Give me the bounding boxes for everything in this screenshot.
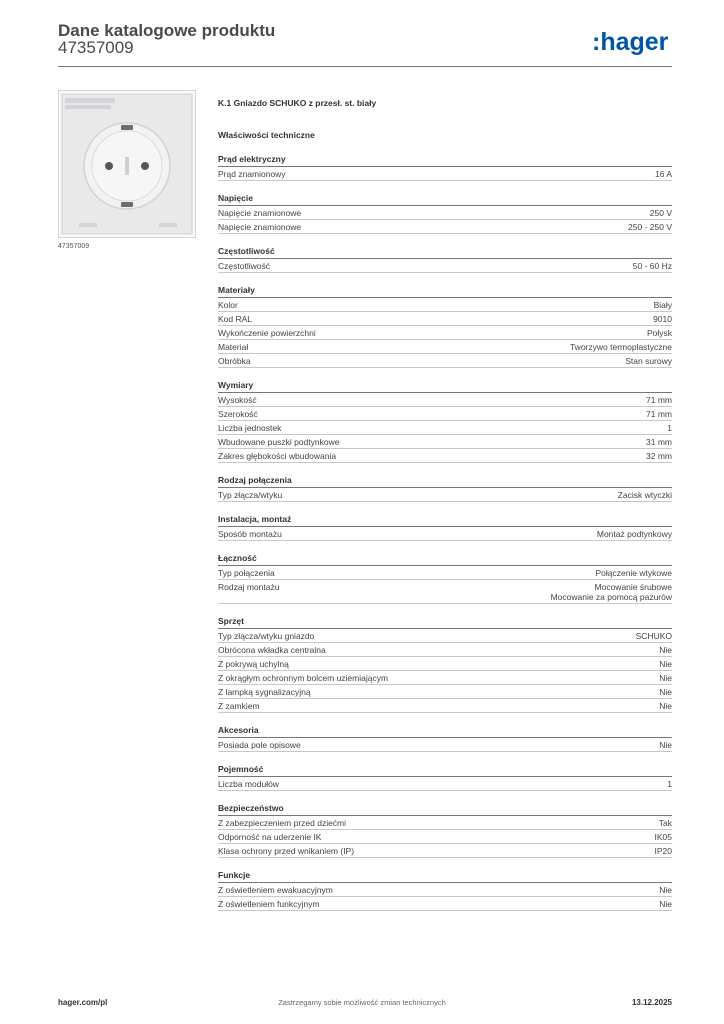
spec-row [218,393,672,407]
image-caption: 47357009 [58,243,90,250]
spec-value [659,673,672,683]
section-title: Właściwości techniczne [218,130,315,140]
spec-row [218,777,672,791]
spec-label: Z okrągłym ochronnym bolcem uziemiającym [218,673,389,683]
spec-row [218,206,672,220]
spec-row [218,830,672,844]
spec-value-line: Nie [659,899,672,909]
spec-value [646,409,672,419]
spec-value-line: 31 mm [646,437,672,447]
spec-value [667,779,672,789]
spec-label: Rodzaj montażu [218,582,280,592]
footer-date: 13.12.2025 [631,998,672,1007]
spec-value [625,356,672,366]
hager-logo [592,28,674,56]
group-title: Pojemność [218,763,672,777]
spec-group [218,724,672,752]
spec-group [218,552,672,604]
spec-label: Wysokość [218,395,257,405]
group-title: Wymiary [218,379,672,393]
spec-label: Typ złącza/wtyku [218,490,283,500]
spec-value [659,701,672,711]
spec-label: Z zabezpieczeniem przed dziećmi [218,818,347,828]
spec-value-line: IP20 [654,846,672,856]
spec-label: Liczba jednostek [218,423,282,433]
spec-value [647,328,672,338]
spec-label: Typ połączenia [218,568,275,578]
spec-row [218,738,672,752]
group-title: Prąd elektryczny [218,153,672,167]
spec-row [218,488,672,502]
spec-value-line: Nie [659,701,672,711]
spec-label: Szerokość [218,409,258,419]
spec-group [218,245,672,273]
spec-value [646,451,672,461]
spec-label: Sposób montażu [218,529,282,539]
spec-value [633,261,672,271]
spec-label: Typ złącza/wtyku gniazdo [218,631,315,641]
product-title: K.1 Gniazdo SCHUKO z przesł. st. biały [218,98,377,108]
group-title: Częstotliwość [218,245,672,259]
spec-content [218,96,672,922]
spec-label: Materiał [218,342,249,352]
header-divider [58,66,672,67]
spec-value [628,222,672,232]
spec-value-line: Zacisk wtyczki [617,490,672,500]
spec-label: Napięcie znamionowe [218,222,302,232]
spec-row [218,699,672,713]
spec-value-line: 9010 [653,314,672,324]
spec-value [654,300,672,310]
spec-value [667,423,672,433]
product-image [58,90,196,238]
hager-logo-text: :hager [592,28,669,56]
spec-group [218,802,672,858]
spec-row [218,643,672,657]
spec-value-line: Tworzywo termoplastyczne [569,342,672,352]
spec-row [218,326,672,340]
group-title: Bezpieczeństwo [218,802,672,816]
spec-value [659,885,672,895]
spec-value-line: 50 - 60 Hz [632,261,672,271]
spec-row [218,580,672,604]
spec-label: Kolor [218,300,238,310]
spec-row [218,259,672,273]
spec-group [218,379,672,463]
spec-value-line: 250 V [649,208,672,218]
schuko-socket-icon [59,91,195,237]
group-title: Funkcje [218,869,672,883]
spec-value-line: Stan surowy [625,356,672,366]
spec-group [218,192,672,234]
spec-value [659,645,672,655]
spec-label: Kod RAL [218,314,253,324]
footer-website[interactable]: hager.com/pl [58,998,108,1007]
spec-row [218,354,672,368]
spec-row [218,421,672,435]
spec-label: Z pokrywą uchylną [218,659,289,669]
spec-label: Z zamkiem [218,701,260,711]
spec-row [218,816,672,830]
spec-label: Posiada pole opisowe [218,740,301,750]
spec-row [218,844,672,858]
spec-groups [218,153,672,911]
spec-group [218,763,672,791]
spec-value [636,631,672,641]
spec-value [659,899,672,909]
spec-label: Z lampką sygnalizacyjną [218,687,311,697]
spec-row [218,671,672,685]
group-title: Rodzaj połączenia [218,474,672,488]
spec-row [218,340,672,354]
spec-label: Obrócona wkładka centralna [218,645,326,655]
group-title: Materiały [218,284,672,298]
group-title: Sprzęt [218,615,672,629]
spec-row [218,566,672,580]
spec-value [595,568,672,578]
spec-value-line: 71 mm [646,395,672,405]
spec-value-line: 1 [667,779,672,789]
spec-group [218,474,672,502]
spec-value-line: Mocowanie śrubowe [594,582,672,592]
spec-value [659,740,672,750]
spec-row [218,527,672,541]
spec-value-line: Nie [659,659,672,669]
spec-value-line: 1 [667,423,672,433]
spec-label: Częstotliwość [218,261,270,271]
spec-value-line: Nie [659,885,672,895]
spec-value-line: Tak [658,818,672,828]
product-code: 47357009 [58,38,134,57]
spec-value-line: Nie [659,740,672,750]
spec-label: Odporność na uderzenie IK [218,832,322,842]
spec-row [218,435,672,449]
spec-row [218,685,672,699]
spec-value [646,437,672,447]
spec-value-line: 71 mm [646,409,672,419]
spec-value [618,490,672,500]
spec-label: Wbudowane puszki podtynkowe [218,437,340,447]
spec-value [659,659,672,669]
spec-label: Prąd znamionowy [218,169,286,179]
spec-label: Z oświetleniem ewakuacyjnym [218,885,333,895]
spec-label: Liczba modułów [218,779,279,789]
spec-value-line: Połączenie wtykowe [595,568,672,578]
spec-group [218,153,672,181]
spec-row [218,897,672,911]
spec-label: Obróbka [218,356,251,366]
spec-row [218,449,672,463]
spec-group [218,615,672,713]
spec-row [218,298,672,312]
spec-value-line: Nie [659,687,672,697]
spec-value [655,832,673,842]
spec-value [570,342,672,352]
spec-value [650,208,672,218]
spec-group [218,869,672,911]
group-title: Akcesoria [218,724,672,738]
spec-value [659,818,672,828]
spec-row [218,657,672,671]
spec-value [655,169,672,179]
spec-row [218,312,672,326]
spec-value-line: Montaż podtynkowy [596,529,672,539]
spec-row [218,220,672,234]
spec-label: Klasa ochrony przed wnikaniem (IP) [218,846,355,856]
spec-value-line: Połysk [646,328,672,338]
spec-value [646,395,672,405]
spec-row [218,407,672,421]
spec-value-line: Nie [659,673,672,683]
spec-value [597,529,672,539]
spec-label: Napięcie znamionowe [218,208,302,218]
spec-row [218,629,672,643]
group-title: Łączność [218,552,672,566]
spec-label: Wykończenie powierzchni [218,328,316,338]
spec-value-line: 32 mm [646,451,672,461]
spec-value-line: Mocowanie za pomocą pazurów [550,592,672,602]
spec-value-line: SCHUKO [635,631,672,641]
spec-value-line: IK05 [654,832,672,842]
spec-group [218,513,672,541]
spec-value-line: 16 A [654,169,672,179]
spec-value-line: Biały [653,300,672,310]
spec-value [653,314,672,324]
spec-row [218,883,672,897]
group-title: Napięcie [218,192,672,206]
spec-row [218,167,672,181]
spec-value [551,582,672,602]
footer-disclaimer: Zastrzegamy sobie możliwość zmian technicznych [278,998,446,1007]
spec-label: Z oświetleniem funkcyjnym [218,899,320,909]
spec-group [218,284,672,368]
spec-value [659,687,672,697]
group-title: Instalacja, montaż [218,513,672,527]
spec-value-line: Nie [659,645,672,655]
spec-value [655,846,673,856]
page-title: Dane katalogowe produktu [58,21,276,40]
spec-value-line: 250 - 250 V [628,222,672,232]
spec-label: Zakres głębokości wbudowania [218,451,337,461]
